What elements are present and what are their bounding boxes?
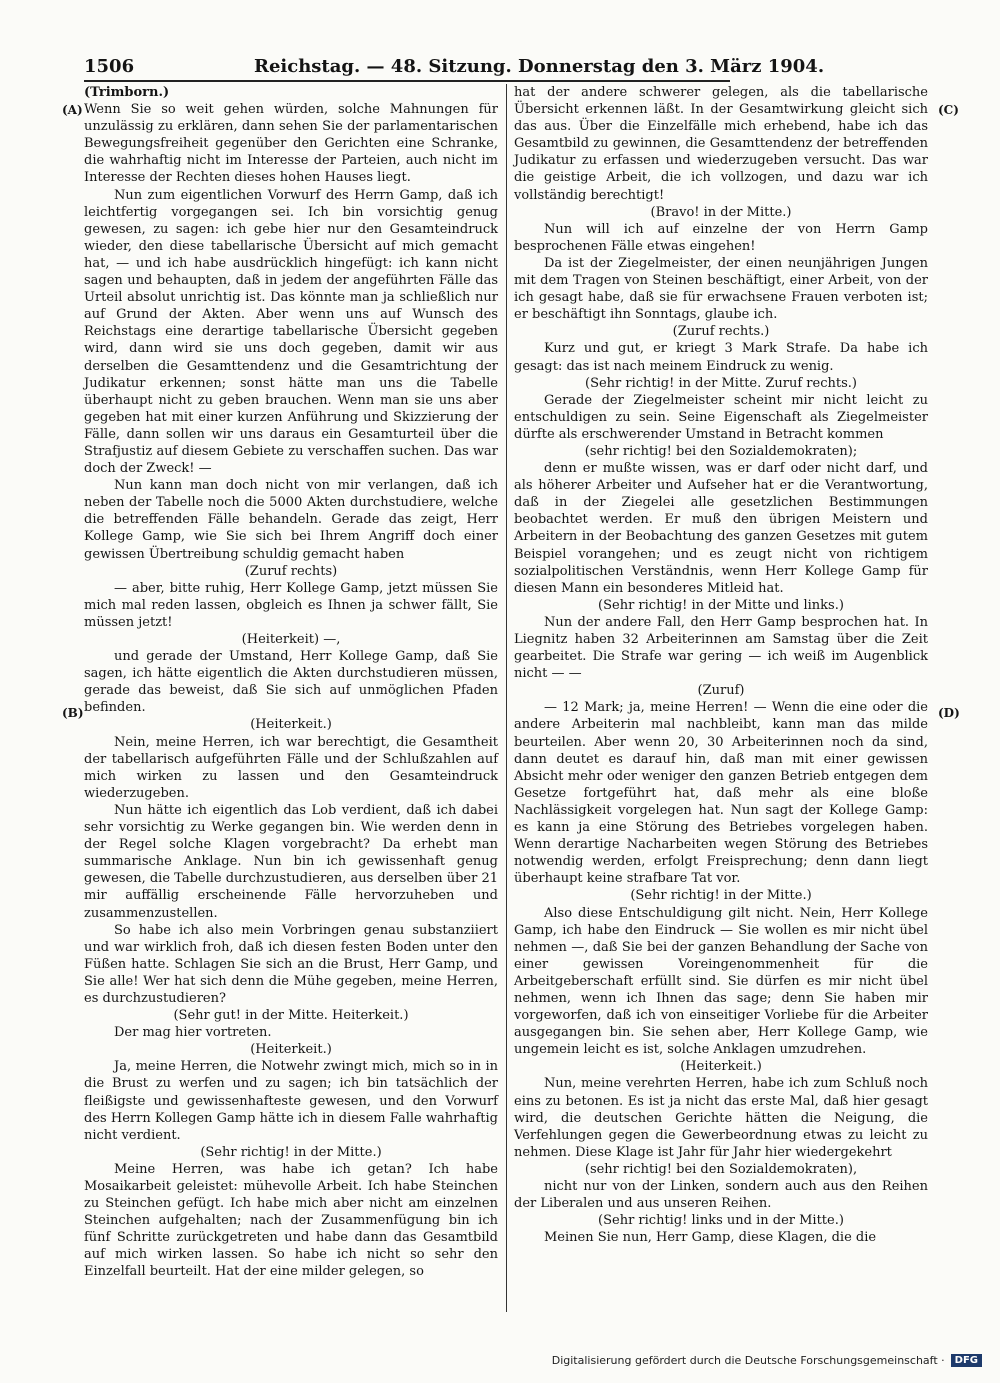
- paragraph: (Sehr richtig! in der Mitte und links.): [598, 597, 844, 613]
- paragraph: (sehr richtig! bei den Sozialdemokraten);: [584, 443, 858, 459]
- left-column: [84, 84, 498, 1281]
- margin-marker-d: (D): [938, 706, 960, 720]
- margin-marker-a: (A): [62, 103, 83, 117]
- paragraph: Gerade der Ziegelmeister scheint mir nicht leicht zu entschuldigen zu sein. Seine Eigenschaft als Ziegelmeister dürfte als erschwerender Umstand in Betracht kommen: [514, 392, 928, 442]
- paragraph: (Sehr richtig! links und in der Mitte.): [598, 1213, 844, 1229]
- paragraph: (Bravo! in der Mitte.): [650, 204, 792, 220]
- paragraph: (Sehr richtig! in der Mitte. Zuruf rechts.): [585, 375, 857, 391]
- paragraph: Nun will ich auf einzelne der von Herrn Gamp besprochenen Fälle etwas eingehen!: [514, 221, 928, 254]
- paragraph: — aber, bitte ruhig, Herr Kollege Gamp, jetzt müssen Sie mich mal reden lassen, obgleich es Ihnen ja schwer fällt, Sie müssen jetzt!: [84, 580, 498, 630]
- paragraph: Da ist der Ziegelmeister, der einen neunjährigen Jungen mit dem Tragen von Steinen beschäftigt, einer Arbeit, von der ich gesagt habe, daß sie für erwachsene Frauen verboten ist; er beschäftigt ihn Sonntags, glaube ich.: [514, 255, 928, 323]
- paragraph: Meine Herren, was habe ich getan? Ich habe Mosaikarbeit geleistet: mühevolle Arbeit. Ich habe Steinchen zu Steinchen gefügt. Ich habe mich aber nicht am einzelnen Steinchen aufgehalten; nach der Zusammenfügung bin ich fünf Schritte zurückgetreten und habe dann das Gesamtbild auf mich wirken lassen. So habe ich nicht so sehr den Einzelfall beurteilt. Hat der eine milder gelegen, so: [84, 1161, 498, 1280]
- digitization-credit: [552, 1354, 982, 1367]
- paragraph: Wenn Sie so weit gehen würden, solche Mahnungen für unzulässig zu erklären, dann sehen Sie der parlamentarischen Bewegungsfreiheit gegenüber den Gerichten eine Schranke, die wahrhaftig nicht im Interesse der Parteien, auch nicht im Interesse der Rechten dieses hohen Hauses liegt.: [84, 102, 498, 186]
- paragraph: Nun hätte ich eigentlich das Lob verdient, daß ich dabei sehr vorsichtig zu Werke gegangen bin. Wie werden denn in der Regel solche Klagen vorgebracht? Da erhebt man summarische Anklage. Nun bin ich gewissenhaft genug gewesen, die Tabelle durchzustudieren, aus derselben über 21 mir auffällig erscheinende Fälle hervorzuheben und zusammenzustellen.: [84, 802, 498, 921]
- paragraph: (Zuruf): [697, 683, 745, 699]
- paragraph: (Sehr richtig! in der Mitte.): [200, 1144, 382, 1160]
- paragraph: (Zuruf rechts.): [672, 324, 770, 340]
- running-title: Reichstag. — 48. Sitzung. Donnerstag den 3. März 1904.: [254, 56, 825, 77]
- margin-marker-b: (B): [62, 706, 84, 720]
- paragraph: Nun kann man doch nicht von mir verlangen, daß ich neben der Tabelle noch die 5000 Akten durchstudiere, welche die betreffenden Fälle behandeln. Gerade das zeigt, Herr Kollege Gamp, wie Sie sich bei Ihrem Angriff doch einer gewissen Übertreibung schuldig gemacht haben: [84, 478, 498, 562]
- paragraph: Nun, meine verehrten Herren, habe ich zum Schluß noch eins zu betonen. Es ist ja nicht das erste Mal, daß hier gesagt wird, die deutschen Gerichte hätten die Neigung, die Verfehlungen gegen die Gewerbeordnung etwas zu leicht zu nehmen. Diese Klage ist Jahr für Jahr hier wiedergekehrt: [514, 1076, 928, 1160]
- dfg-logo: DFG: [951, 1354, 982, 1367]
- paragraph: Nun der andere Fall, den Herr Gamp besprochen hat. In Liegnitz haben 32 Arbeiterinnen am Samstag über die Zeit gearbeitet. Die Strafe war gering — ich weiß im Augenblick nicht — —: [514, 614, 928, 682]
- paragraph: (Heiterkeit.): [680, 1059, 762, 1075]
- paragraph: hat der andere schwerer gelegen, als die tabellarische Übersicht erkennen läßt. In der Gesamtwirkung gleicht sich das aus. Über die Einzelfälle mich erhebend, habe ich das Gesamtbild zu gewinnen, die Gesamttendenz der betreffenden Judikatur zu erfassen und wiederzugeben versucht. Das war die geistige Arbeit, die ich vollzogen, und dazu war ich vollständig berechtigt!: [514, 85, 928, 203]
- margin-marker-c: (C): [938, 103, 959, 117]
- credit-text: Digitalisierung gefördert durch die Deutsche Forschungsgemeinschaft ·: [551, 1354, 945, 1367]
- paragraph: Ja, meine Herren, die Notwehr zwingt mich, mich so in in die Brust zu werfen und zu sagen; ich bin tatsächlich der fleißigste und gewissenhafteste gewesen, und den Vorwurf des Herrn Kollegen Gamp hätte ich in diesem Falle wahrhaftig nicht verdient.: [84, 1059, 498, 1143]
- right-column: [514, 84, 928, 1246]
- paragraph: (Heiterkeit.): [250, 1042, 332, 1058]
- left-paragraphs: [84, 101, 498, 1280]
- paragraph: denn er mußte wissen, was er darf oder nicht darf, und als höherer Arbeiter und Aufseher hat er die Verantwortung, daß in der Ziegelei alle gesetzlichen Bestimmungen beobachtet werden. Er muß den übrigen Meistern und Arbeitern in der Beobachtung des ganzen Gesetzes mit gutem Beispiel vorangehen; und es zeugt nicht von richtigem sozialpolitischen Verständnis, wenn Herr Kollege Gamp für diesen Mann ein besonderes Mitleid hat.: [514, 461, 928, 596]
- paragraph: So habe ich also mein Vorbringen genau substanziiert und war wirklich froh, daß ich diesen festen Boden unter den Füßen hatte. Schlagen Sie sich an die Brust, Herr Gamp, und Sie alle! Wer hat sich denn die Mühe gegeben, meine Herren, es durchzustudieren?: [84, 922, 498, 1006]
- paragraph: — 12 Mark; ja, meine Herren! — Wenn die eine oder die andere Arbeiterin mal nachbleibt, kann man das milde beurteilen. Aber wenn 20, 30 Arbeiterinnen noch da sind, dann deutet es darauf hin, daß man mit einer gewissen Absicht mehr oder weniger den ganzen Betrieb entgegen dem Gesetze fortgeführt hat, daß mehr als eine bloße Nachlässigkeit vorgelegen hat. Nun sagt der Kollege Gamp: es kann ja eine Störung des Betriebes vorgelegen haben. Wenn derartige Nacharbeiten wegen Störung des Betriebes notwendig werden, erfolgt Freisprechung; denn dann liegt überhaupt keine strafbare Tat vor.: [514, 700, 928, 887]
- paragraph: Also diese Entschuldigung gilt nicht. Nein, Herr Kollege Gamp, ich habe den Eindruck — Sie wollen es mir nicht übel nehmen —, daß Sie bei der ganzen Behandlung der Sache von einer gewissen Voreingenommenheit für die Arbeitgeberschaft erfüllt sind. Sie dürfen es mir nicht übel nehmen, wenn ich Ihnen das sage; denn Sie haben mir vorgeworfen, daß ich von einseitiger Vorliebe für die Arbeiter ausgegangen bin. Sie sehen aber, Herr Kollege Gamp, wie ungemein leicht es ist, solche Anklagen umzudrehen.: [514, 905, 928, 1058]
- paragraph: (Heiterkeit) —,: [241, 632, 341, 647]
- paragraph: (Sehr gut! in der Mitte. Heiterkeit.): [173, 1008, 409, 1024]
- paragraph: und gerade der Umstand, Herr Kollege Gamp, daß Sie sagen, ich hätte eigentlich die Akten durchstudieren müssen, gerade das beweist, daß Sie sich auf unmöglichen Pfaden befinden.: [84, 649, 498, 716]
- paragraph: Meinen Sie nun, Herr Gamp, diese Klagen, die die: [544, 1230, 877, 1246]
- right-paragraphs: [514, 84, 928, 1246]
- column-divider: [506, 84, 507, 1312]
- paragraph: Nein, meine Herren, ich war berechtigt, die Gesamtheit der tabellarisch aufgeführten Fälle und der Schlußzahlen auf mich wirken zu lassen und den Gesamteindruck wiederzugeben.: [84, 734, 498, 801]
- paragraph: (Heiterkeit.): [250, 717, 332, 733]
- speaker-name: (Trimborn.): [84, 85, 170, 100]
- paragraph: (sehr richtig! bei den Sozialdemokraten),: [584, 1161, 858, 1177]
- paragraph: Der mag hier vortreten.: [114, 1025, 272, 1041]
- paragraph: (Zuruf rechts): [244, 563, 338, 579]
- paragraph: Nun zum eigentlichen Vorwurf des Herrn Gamp, daß ich leichtfertig vorgegangen sei. Ich bin vorsichtig genug gewesen, zu sagen: ich gebe hier nur den Gesamteindruck wieder, den diese tabellarische Übersicht auf mich gemacht hat, — und ich habe ausdrücklich hingefügt: ich kann nicht sagen und behaupten, daß in jedem der angeführten Fälle das Urteil absolut unrichtig ist. Das könnte man ja schließlich nur auf Grund der Akten. Aber wenn uns auf Wunsch des Reichstags eine derartige tabellarische Übersicht gegeben wird, dann wird sie uns doch gegeben, damit wir aus derselben die Gesamttendenz und die Gesamtrichtung der Judikatur erkennen; sonst hätte man uns die Tabelle überhaupt nicht zu geben brauchen. Wenn man sie uns aber gegeben hat mit einer kurzen Anführung und Skizzierung der Fälle, dann sollen wir uns daraus ein Gesamturteil über die Strafjustiz auf diesem Gebiete zu verschaffen suchen. Das war doch der Zweck! —: [84, 187, 498, 477]
- paragraph: nicht nur von der Linken, sondern auch aus den Reihen der Liberalen und aus unseren Reihen.: [514, 1179, 928, 1212]
- paragraph: Kurz und gut, er kriegt 3 Mark Strafe. Da habe ich gesagt: das ist nach meinem Eindruck zu wenig.: [514, 341, 928, 374]
- page-number: 1506: [84, 56, 135, 77]
- paragraph: (Sehr richtig! in der Mitte.): [630, 888, 812, 904]
- page-header: [84, 56, 825, 82]
